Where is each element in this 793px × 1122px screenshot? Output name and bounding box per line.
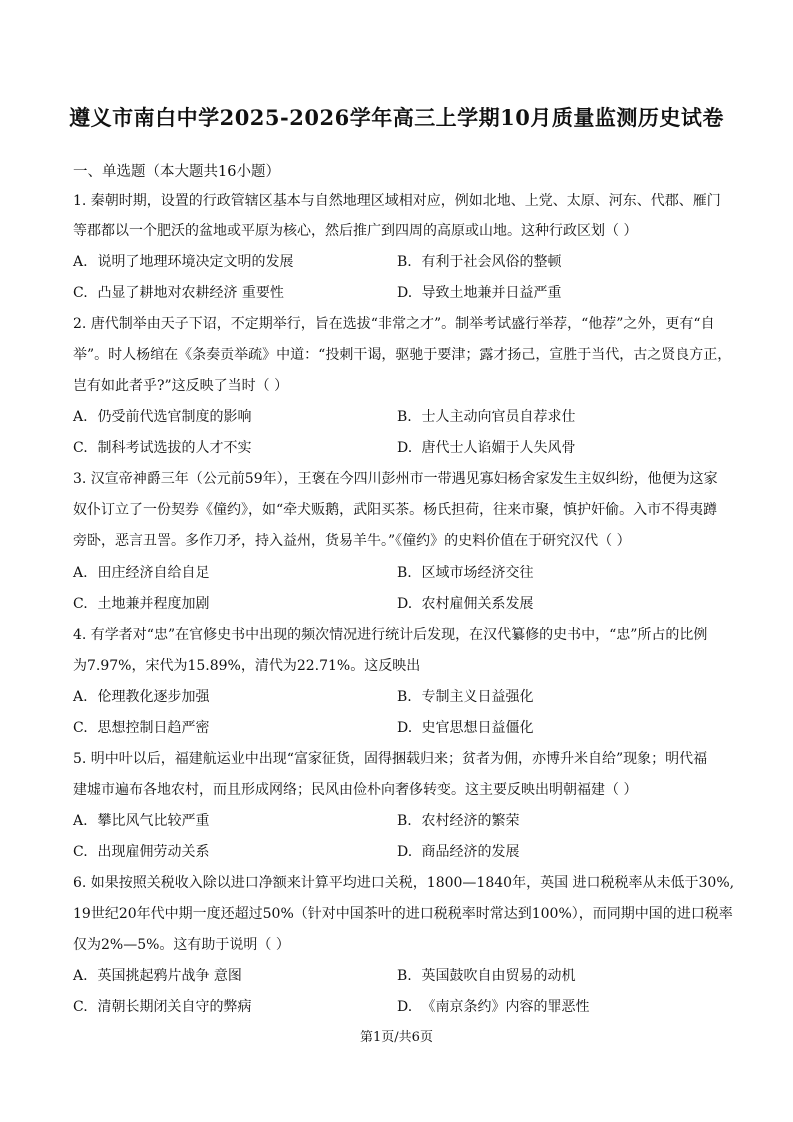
- option-letter: C.: [73, 999, 88, 1015]
- option-letter: A.: [73, 968, 88, 984]
- option-text: 商品经济的发展: [421, 844, 520, 860]
- option-5a: [73, 810, 209, 830]
- option-text: 唐代士人谄媚于人失风骨: [421, 440, 576, 456]
- option-text: 英国鼓吹自由贸易的动机: [421, 968, 576, 984]
- option-1a: [73, 251, 293, 271]
- option-4c: [73, 717, 209, 737]
- option-letter: C.: [73, 844, 88, 860]
- option-4a: [73, 686, 209, 706]
- question-line: 等郡都以一个肥沃的盆地或平原为核心，然后推广到四周的高原或山地。这种行政区划（ ）: [73, 223, 638, 239]
- option-letter: B.: [397, 409, 412, 425]
- option-letter: B.: [397, 968, 412, 984]
- section-heading: 一、单选题（本大题共16小题）: [73, 164, 280, 180]
- option-text: 士人主动向官员自荐求仕: [421, 409, 576, 425]
- option-text: 仍受前代选官制度的影响: [97, 409, 252, 425]
- question-line: 2. 唐代制举由天子下诏，不定期举行，旨在选拔“非常之才”。制举考试盛行举荐，“他荐”之外，更有“自: [73, 316, 715, 332]
- option-2a: [73, 406, 251, 426]
- question-line: 4. 有学者对“忠”在官修史书中出现的频次情况进行统计后发现，在汉代纂修的史书中，“忠”所占的比例: [73, 627, 708, 643]
- option-letter: A.: [73, 254, 88, 270]
- option-1c: [73, 282, 284, 302]
- option-6b: [397, 965, 575, 985]
- option-4d: [397, 717, 533, 737]
- option-letter: D.: [397, 844, 413, 860]
- option-4b: [397, 686, 533, 706]
- option-letter: C.: [73, 440, 88, 456]
- option-2b: [397, 406, 575, 426]
- option-letter: A.: [73, 565, 88, 581]
- option-text: 思想控制日趋严密: [97, 720, 210, 736]
- option-text: 农村经济的繁荣: [421, 813, 520, 829]
- option-2d: [397, 437, 575, 457]
- option-letter: B.: [397, 254, 412, 270]
- option-letter: C.: [73, 720, 88, 736]
- option-letter: C.: [73, 596, 88, 612]
- option-letter: C.: [73, 285, 88, 301]
- question-line: 19世纪20年代中期一度还超过50%（针对中国茶叶的进口税税率时常达到100%），而同期中国的进口税率: [73, 906, 733, 922]
- option-6d: [397, 996, 589, 1016]
- option-letter: A.: [73, 409, 88, 425]
- option-text: 田庄经济自给自足: [97, 565, 210, 581]
- option-3b: [397, 562, 533, 582]
- option-3a: [73, 562, 209, 582]
- option-text: 伦理教化逐步加强: [97, 689, 210, 705]
- option-letter: B.: [397, 813, 412, 829]
- question-line: 仅为2%—5%。这有助于说明（ ）: [73, 937, 290, 953]
- question-line: 建墟市遍布各地农村，而且形成网络；民风由俭朴向奢侈转变。这主要反映出明朝福建（ ）: [73, 782, 638, 798]
- option-text: 出现雇佣劳动关系: [97, 844, 210, 860]
- option-5b: [397, 810, 519, 830]
- question-line: 6. 如果按照关税收入除以进口净额来计算平均进口关税，1800—1840年，英国 进口税税率从未低于30%,: [73, 875, 735, 891]
- option-3c: [73, 593, 209, 613]
- question-line: 举”。时人杨绾在《条奏贡举疏》中道：“投刺干谒，驱驰于要津；露才扬己，宣胜于当代，古之贤良方正，: [73, 347, 732, 363]
- option-5c: [73, 841, 209, 861]
- option-5d: [397, 841, 519, 861]
- option-letter: D.: [397, 720, 413, 736]
- option-text: 凸显了耕地对农耕经济 重要性: [97, 285, 284, 301]
- option-text: 制科考试选拔的人才不实: [97, 440, 252, 456]
- option-letter: B.: [397, 565, 412, 581]
- option-letter: A.: [73, 689, 88, 705]
- option-text: 清朝长期闭关自守的弊病: [97, 999, 252, 1015]
- option-1b: [397, 251, 561, 271]
- option-6c: [73, 996, 251, 1016]
- option-text: 英国挑起鸦片战争 意图: [97, 968, 242, 984]
- question-line: 旁卧，恶言丑詈。多作刀矛，持入益州，货易羊牛。”《僮约》的史料价值在于研究汉代（ ）: [73, 533, 631, 549]
- option-text: 专制主义日益强化: [421, 689, 534, 705]
- question-line: 岂有如此者乎?”这反映了当时（ ）: [73, 378, 289, 394]
- page-title: 遵义市南白中学2025-2026学年高三上学期10月质量监测历史试卷: [69, 105, 724, 130]
- option-letter: D.: [397, 999, 413, 1015]
- option-text: 有利于社会风俗的整顿: [421, 254, 562, 270]
- option-1d: [397, 282, 561, 302]
- option-text: 农村雇佣关系发展: [421, 596, 534, 612]
- question-line: 为7.97%，宋代为15.89%，清代为22.71%。这反映出: [73, 658, 421, 674]
- option-text: 土地兼并程度加剧: [97, 596, 210, 612]
- question-line: 1. 秦朝时期，设置的行政管辖区基本与自然地理区域相对应，例如北地、上党、太原、河东、代郡、雁门: [73, 193, 721, 209]
- option-text: 说明了地理环境决定文明的发展: [97, 254, 294, 270]
- question-line: 奴仆订立了一份契券《僮约》，如“牵犬贩鹅，武阳买茶。杨氏担荷，往来市聚，慎护奸偷。入市不得夷蹲: [73, 502, 718, 518]
- option-text: 攀比风气比较严重: [97, 813, 210, 829]
- option-letter: D.: [397, 596, 413, 612]
- option-3d: [397, 593, 533, 613]
- option-text: 导致土地兼并日益严重: [421, 285, 562, 301]
- option-text: 史官思想日益僵化: [421, 720, 534, 736]
- option-letter: D.: [397, 440, 413, 456]
- option-2c: [73, 437, 251, 457]
- option-text: 《南京条约》内容的罪恶性: [421, 999, 590, 1015]
- option-letter: A.: [73, 813, 88, 829]
- question-line: 5. 明中叶以后，福建航运业中出现“富家征货，固得捆载归来；贫者为佣，亦博升米自给”现象；明代福: [73, 751, 708, 767]
- option-letter: D.: [397, 285, 413, 301]
- page-footer: 第1页/共6页: [360, 1030, 433, 1045]
- option-text: 区域市场经济交往: [421, 565, 534, 581]
- option-6a: [73, 965, 242, 985]
- option-letter: B.: [397, 689, 412, 705]
- question-line: 3. 汉宣帝神爵三年（公元前59年），王褒在今四川彭州市一带遇见寡妇杨舍家发生主奴纠纷，他便为这家: [73, 471, 718, 487]
